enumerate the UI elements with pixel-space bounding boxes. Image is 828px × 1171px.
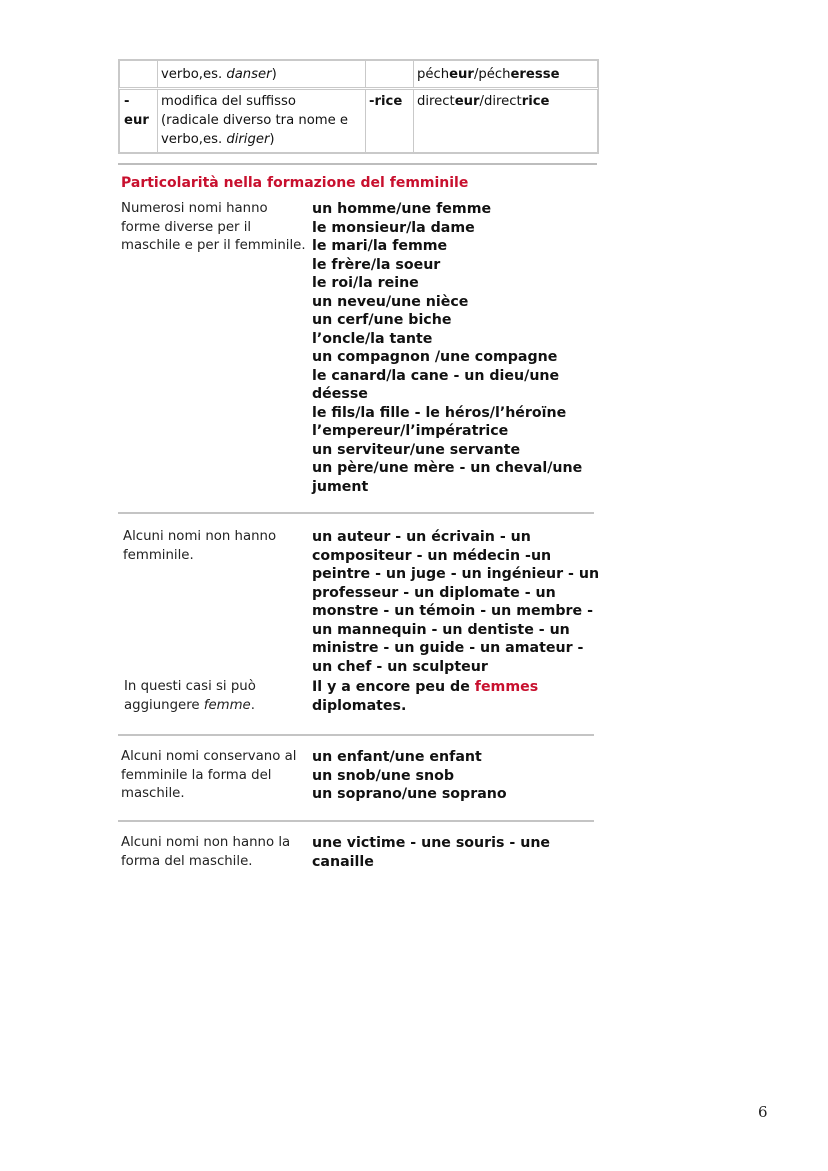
example-line: l’oncle/la tante: [312, 330, 433, 347]
example-line: une victime - une souris - une: [312, 835, 551, 851]
note-example-line: diplomates.: [312, 697, 407, 714]
table-cell-r1c2: [157, 60, 366, 88]
example-line: ministre - un guide - un amateur -: [312, 640, 584, 656]
section1-description-line: maschile e per il femminile.: [121, 238, 306, 253]
note-line: In questi casi si può: [124, 679, 256, 694]
row2-description-line1: modifica del suffisso: [161, 94, 296, 109]
section3-examples: [312, 748, 507, 804]
row2-description-line3: verbo,es. diriger): [161, 132, 275, 147]
example-line: un serviteur/une servante: [312, 441, 521, 458]
row2-suffix: -rice: [369, 94, 403, 109]
divider: [118, 820, 594, 822]
example-line: le fils/la fille - le héros/l’héroïne: [312, 404, 567, 421]
section4-examples: [312, 834, 550, 871]
row2-ending: eur: [124, 113, 149, 128]
page-number: 6: [758, 1103, 768, 1121]
table-cell-r2c3: [365, 89, 414, 153]
section3-description: [121, 748, 296, 804]
example-line: canaille: [312, 853, 374, 870]
example-line: un homme/une femme: [312, 201, 492, 217]
table-cell-r2c2: [157, 89, 366, 153]
example-line: le frère/la soeur: [312, 256, 441, 273]
example-line: le monsieur/la dame: [312, 219, 475, 236]
divider: [118, 163, 597, 165]
section4-description: [121, 834, 290, 871]
section2-description: [123, 528, 276, 565]
example-line: peintre - un juge - un ingénieur - un: [312, 566, 600, 582]
row2-dash: -: [124, 94, 130, 109]
table-cell-r2c1: [119, 89, 158, 153]
section-title: Particolarità nella formazione del femminile: [121, 175, 469, 191]
example-line: l’empereur/l’impératrice: [312, 423, 509, 439]
section2-description-line: femminile.: [123, 547, 194, 563]
example-line: déesse: [312, 386, 368, 402]
example-line: un enfant/une enfant: [312, 749, 482, 765]
section4-description-line: Alcuni nomi non hanno la: [121, 835, 291, 850]
example-line: un auteur - un écrivain - un: [312, 529, 531, 545]
section3-description-line: Alcuni nomi conservano al: [121, 749, 297, 764]
divider: [118, 512, 594, 514]
example-line: un mannequin - un dentiste - un: [312, 621, 570, 638]
divider: [118, 734, 594, 736]
example-line: un chef - un sculpteur: [312, 658, 488, 675]
section2-note: [124, 678, 256, 715]
section2-examples: [312, 528, 599, 676]
example-line: professeur - un diplomate - un: [312, 584, 556, 601]
note-line: aggiungere femme.: [124, 697, 255, 713]
table-cell-r1c4: [413, 60, 598, 88]
example-line: le mari/la femme: [312, 238, 448, 254]
example-line: un cerf/une biche: [312, 312, 452, 328]
row1-description: verbo,es. danser): [161, 67, 277, 82]
example-line: un père/une mère - un cheval/une: [312, 460, 583, 476]
example-line: monstre - un témoin - un membre -: [312, 603, 593, 619]
section1-description: [121, 200, 306, 256]
suffix-table: [118, 59, 599, 154]
section2-note-example: [312, 678, 538, 715]
row2-description-line2: (radicale diverso tra nome e: [161, 113, 349, 128]
section3-description-line: maschile.: [121, 786, 185, 801]
section2-description-line: Alcuni nomi non hanno: [123, 529, 277, 544]
example-line: jument: [312, 478, 369, 495]
section4-description-line: forma del maschile.: [121, 853, 253, 869]
example-line: un compagnon /une compagne: [312, 349, 558, 365]
table-cell-r1c3: [365, 60, 414, 88]
section1-description-line: Numerosi nomi hanno: [121, 201, 268, 216]
example-line: le canard/la cane - un dieu/une: [312, 367, 560, 384]
example-line: un neveu/une nièce: [312, 293, 469, 310]
section1-examples: [312, 200, 582, 496]
section1-description-line: forme diverse per il: [121, 219, 252, 235]
row1-example: pécheur/pécheresse: [417, 67, 560, 82]
example-line: un snob/une snob: [312, 767, 454, 784]
table-cell-r2c4: [413, 89, 598, 153]
example-line: compositeur - un médecin -un: [312, 547, 552, 564]
row2-example: directeur/directrice: [417, 94, 550, 109]
table-cell-r1c1: [119, 60, 158, 88]
example-line: le roi/la reine: [312, 275, 419, 291]
example-line: un soprano/une soprano: [312, 786, 507, 802]
section3-description-line: femminile la forma del: [121, 767, 272, 783]
note-example-line: Il y a encore peu de femmes: [312, 679, 539, 695]
